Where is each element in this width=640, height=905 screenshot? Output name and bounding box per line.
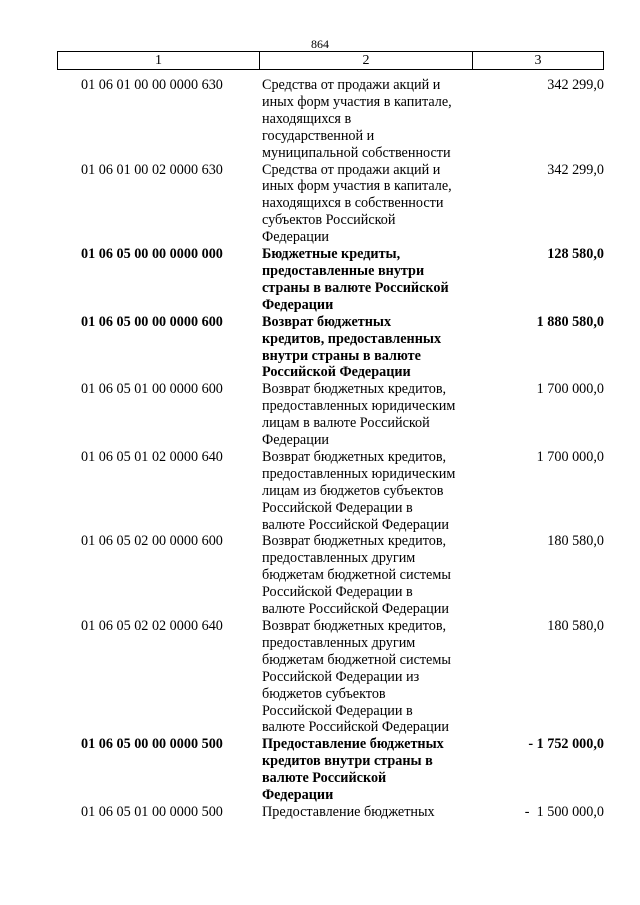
row-description: Предоставление бюджетных	[262, 803, 435, 820]
row-description: Предоставление бюджетных кредитов внутри страны в валюте Российской Федерации	[262, 736, 444, 804]
column-header-2: 2	[260, 52, 473, 70]
row-code: 01 06 01 00 00 0000 630	[81, 77, 223, 93]
row-value: 1 700 000,0	[536, 381, 604, 398]
table-row	[0, 533, 640, 618]
row-code: 01 06 01 00 02 0000 630	[81, 161, 223, 178]
column-header-1: 1	[58, 52, 260, 70]
row-code: 01 06 05 02 02 0000 640	[81, 618, 223, 634]
table-row	[0, 618, 640, 736]
column-header-3: 3	[473, 52, 604, 70]
table-row	[0, 77, 640, 162]
row-value: 180 580,0	[547, 618, 604, 634]
row-value: 180 580,0	[547, 533, 604, 550]
row-value: 128 580,0	[547, 246, 604, 263]
table-row	[0, 246, 640, 314]
row-value: 1 700 000,0	[536, 448, 604, 465]
column-header-table	[57, 51, 604, 70]
table-row	[0, 804, 640, 821]
row-code: 01 06 05 00 00 0000 500	[81, 736, 223, 753]
table-row	[0, 314, 640, 382]
row-code: 01 06 05 00 00 0000 600	[81, 313, 223, 330]
row-description: Возврат бюджетных кредитов, предоставленных внутри страны в валюте Российской Федерации	[262, 313, 442, 381]
row-description: Возврат бюджетных кредитов, предоставленных другим бюджетам бюджетной системы Российской Федерации из бюджетов субъектов Российской Федерации в валюте Российской Федерации	[262, 618, 451, 736]
row-description: Возврат бюджетных кредитов, предоставленных юридическим лицам в валюте Российской Федерации	[262, 381, 456, 449]
budget-table-body	[0, 77, 640, 821]
row-value: - 1 752 000,0	[528, 736, 604, 753]
row-value: - 1 500 000,0	[524, 803, 604, 820]
row-description: Бюджетные кредиты, предоставленные внутри страны в валюте Российской Федерации	[262, 246, 449, 313]
table-row	[0, 736, 640, 804]
row-value: 342 299,0	[547, 161, 604, 178]
row-value: 1 880 580,0	[536, 313, 604, 330]
row-description: Средства от продажи акций и иных форм участия в капитале, находящихся в государственной и муниципальной собственности	[262, 77, 452, 161]
row-value: 342 299,0	[547, 77, 604, 93]
table-row	[0, 449, 640, 534]
row-code: 01 06 05 00 00 0000 000	[81, 246, 223, 263]
row-description: Средства от продажи акций и иных форм участия в капитале, находящихся в собственности субъектов Российской Федерации	[262, 161, 452, 246]
table-row	[0, 381, 640, 449]
row-code: 01 06 05 02 00 0000 600	[81, 533, 223, 550]
page-number: 864	[311, 37, 329, 51]
row-code: 01 06 05 01 00 0000 600	[81, 381, 223, 398]
row-description: Возврат бюджетных кредитов, предоставленных другим бюджетам бюджетной системы Российской Федерации в валюте Российской Федерации	[262, 533, 451, 618]
row-description: Возврат бюджетных кредитов, предоставленных юридическим лицам из бюджетов субъектов Российской Федерации в валюте Российской Федерации	[262, 448, 456, 533]
table-row	[0, 162, 640, 247]
row-code: 01 06 05 01 02 0000 640	[81, 448, 223, 465]
row-code: 01 06 05 01 00 0000 500	[81, 803, 223, 820]
